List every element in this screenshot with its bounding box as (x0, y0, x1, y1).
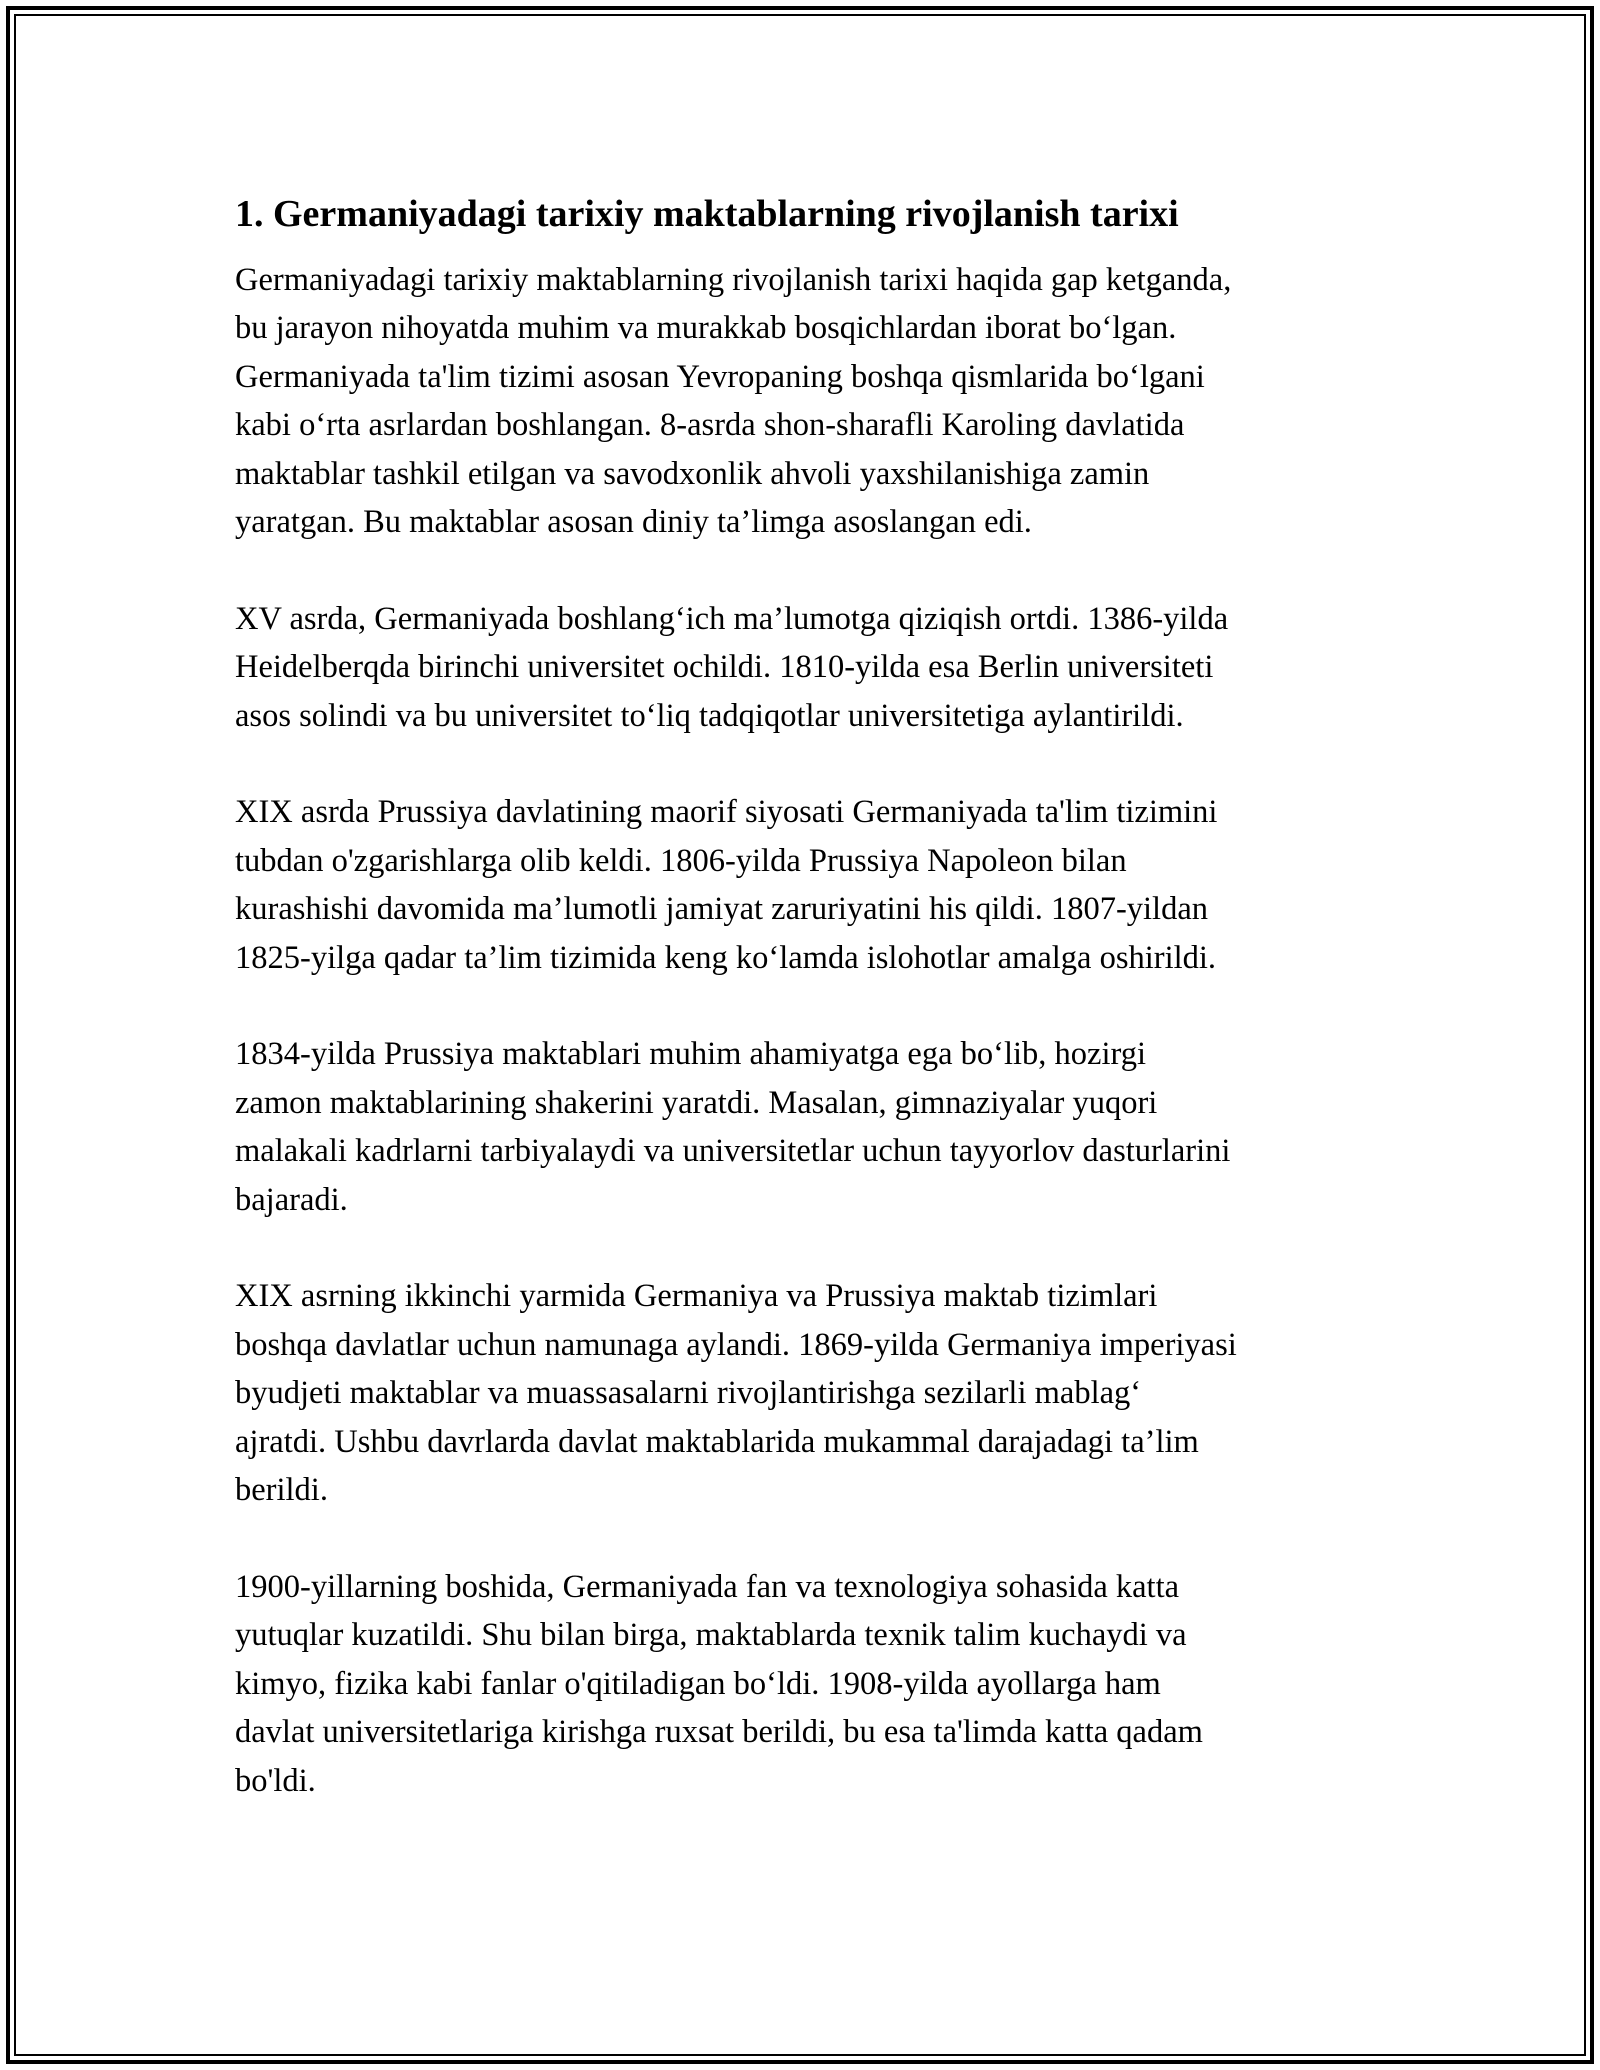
document-title: 1. Germaniyadagi tarixiy maktablarning rivojlanish tarixi (235, 193, 1179, 235)
paragraph-1: Germaniyadagi tarixiy maktablarning rivojlanish tarixi haqida gap ketganda, bu jarayon nihoyatda muhim va murakkab bosqichlardan iborat bo‘lgan. Germaniyada ta'lim tizimi asosan Yevropaning boshqa qismlarida bo‘lgani kabi o‘rta asrlardan boshlangan. 8-asrda shon-sharafli Karoling davlatida maktablar tashkil etilgan va savodxonlik ahvoli yaxshilanishiga zamin yaratgan. Bu maktablar asosan diniy ta’limga asoslangan edi. (235, 262, 1232, 541)
paragraph-3: XIX asrda Prussiya davlatining maorif siyosati Germaniyada ta'lim tizimini tubdan o'zgarishlarga olib keldi. 1806-yilda Prussiya Napoleon bilan kurashishi davomida ma’lumotli jamiyat zaruriyatini his qildi. 1807-yildan 1825-yilga qadar ta’lim tizimida keng ko‘lamda islohotlar amalga oshirildi. (235, 794, 1218, 976)
paragraph-5: XIX asrning ikkinchi yarmida Germaniya va Prussiya maktab tizimlari boshqa davlatlar uchun namunaga aylandi. 1869-yilda Germaniya imperiyasi byudjeti maktablar va muassasalarni rivojlantirishga sezilarli mablag‘ ajratdi. Ushbu davrlarda davlat maktablarida mukammal darajadagi ta’lim berildi. (235, 1278, 1237, 1509)
paragraph-4: 1834-yilda Prussiya maktablari muhim ahamiyatga ega bo‘lib, hozirgi zamon maktablarining shakerini yaratdi. Masalan, gimnaziyalar yuqori malakali kadrlarni tarbiyalaydi va universitetlar uchun tayyorlov dasturlarini bajaradi. (235, 1036, 1231, 1218)
document-body (235, 188, 1375, 1853)
paragraph-6: 1900-yillarning boshida, Germaniyada fan va texnologiya sohasida katta yutuqlar kuzatildi. Shu bilan birga, maktablarda texnik talim kuchaydi va kimyo, fizika kabi fanlar o'qitiladigan bo‘ldi. 1908-yilda ayollarga ham davlat universitetlariga kirishga ruxsat berildi, bu esa ta'limda katta qadam bo'ldi. (235, 1568, 1203, 1799)
paragraph-2: XV asrda, Germaniyada boshlang‘ich ma’lumotga qiziqish ortdi. 1386-yilda Heidelberqda birinchi universitet ochildi. 1810-yilda esa Berlin universiteti asos solindi va bu universitet to‘liq tadqiqotlar universitetiga aylantirildi. (235, 600, 1229, 734)
